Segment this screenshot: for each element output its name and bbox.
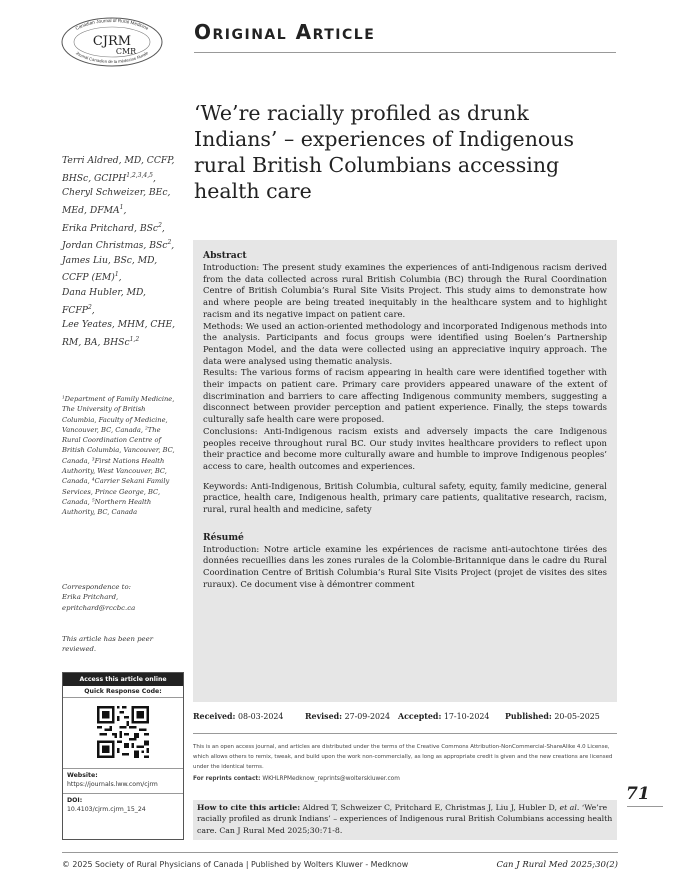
article-title: ‘We’re racially profiled as drunk Indians’ – experiences of Indigenous rural British Columbians accessing health care bbox=[194, 101, 574, 203]
qr-code-label: Quick Response Code: bbox=[63, 686, 183, 698]
author-item: Lee Yeates, MHM, CHE, RM, BA, BHSc$^{1,2}$ bbox=[62, 319, 176, 348]
received-date: Received: 08-03-2024 bbox=[193, 712, 284, 721]
author-item: James Liu, BSc, MD, CCFP (EM)$^1$, bbox=[62, 254, 158, 284]
abstract-results: Results: The various forms of racism appearing in health care were identified together with their impacts on patient care. Primary care providers appeared unaware of the extent of discrimination and barriers to care affecting Indigenous community members, suggesting a disconnect between provider perception and patient experience. Finally, the steps towards culturally safe health care were proposed. bbox=[203, 367, 607, 425]
logo-mark: CJRM bbox=[92, 34, 132, 49]
correspondence-label: Correspondence to: bbox=[62, 583, 131, 591]
abstract-heading: Abstract bbox=[203, 250, 247, 261]
correspondence bbox=[62, 582, 180, 613]
footer-journal-ref: Can J Rural Med 2025;30(2) bbox=[496, 860, 618, 870]
correspondence-email[interactable]: epritchard@rccbc.ca bbox=[62, 603, 136, 612]
resume-introduction: Introduction: Notre article examine les expériences de racisme anti-autochtone tirées des données recueillies dans les zones rurales de la Colombie-Britannique dans le cadre du Rural Coordination Centre of British Columbia’s Rural Site Visits Project (projet de visites des sites ruraux). Ce document vise à démontrer comment bbox=[203, 543, 608, 589]
abstract-box bbox=[193, 240, 617, 702]
author-item: Terri Aldred, MD, CCFP, BHSc, GCIPH$^{1,2,3,4,5}$, bbox=[62, 155, 175, 184]
abstract-keywords: Keywords: Anti-Indigenous, British Columbia, cultural safety, equity, family medicine, general practice, health care, Indigenous health, primary care patients, qualitative research, racism, rural, rural health and medicine, safety bbox=[203, 480, 608, 515]
doi-label: DOI: bbox=[67, 797, 83, 804]
footer-divider bbox=[62, 852, 618, 853]
abstract-conclusions: Conclusions: Anti-Indigenous racism exists and adversely impacts the care Indigenous peoples receive throughout rural BC. Our study invites healthcare providers to reflect upon their practice and become more culturally aware and humble to improve Indigenous peoples’ access to care, health outcomes and experiences. bbox=[203, 425, 607, 471]
peer-review-note: This article has been peer reviewed. bbox=[62, 635, 153, 654]
author-list bbox=[62, 154, 180, 351]
website-link[interactable]: https://journals.lww.com/cjrm bbox=[67, 781, 158, 788]
access-box-header: Access this article online bbox=[63, 673, 183, 686]
author-item: Erika Pritchard, BSc$^2$, bbox=[62, 221, 165, 234]
qr-code-icon[interactable] bbox=[97, 706, 149, 758]
page-number: 71 bbox=[626, 784, 650, 804]
svg-text:Canadian Journal of Rural Medi bbox=[75, 18, 150, 31]
affiliations: ¹Department of Family Medicine, The University of British Columbia, Faculty of Medicine, Vancouver, BC, Canada, ²The Rural Coordination Centre of British Columbia, Vancouver, BC, Canada, ³First Nations Health Authority, West Vancouver, BC, Canada, ⁴Carrier Sekani Family Services, Prince George, BC, Canada, ⁵Northern Health Authority, BC, Canada bbox=[62, 395, 175, 517]
dates-divider bbox=[193, 733, 617, 734]
access-article-box bbox=[62, 672, 184, 840]
abstract-introduction: Introduction: The present study examines the experiences of anti-Indigenous racism derived from the data collected across rural British Columbia (BC) through the Rural Coordination Centre of British Columbia’s Rural Site Visits Project. This study aims to demonstrate how and where people are being treated inequitably in the healthcare system and to highlight racism and its negative impact on patient care. bbox=[203, 262, 607, 319]
abstract-methods: Methods: We used an action-oriented methodology and incorporated Indigenous methods into the analysis. Participants and focus groups were identified using Boelen’s Partnership Pentagon Model, and the data were collected using an appreciative inquiry approach. The data were analysed using thematic analysis. bbox=[203, 320, 607, 366]
logo-arc-bottom: Journal Canadien de la médecine Rurale bbox=[74, 50, 150, 65]
correspondence-name: Erika Pritchard, bbox=[62, 593, 119, 602]
section-divider bbox=[194, 52, 616, 53]
citation-box: How to cite this article: Aldred T, Schweizer C, Pritchard E, Christmas J, Liu J, Hubler D, et al. ‘We’re racially profiled as drunk Indians’ – experiences of Indigenous rural British Columbians accessing health care. Can J Rural Med 2025;30:71-8. bbox=[193, 800, 617, 840]
page-number-divider bbox=[627, 806, 663, 807]
author-item: Dana Hubler, MD, FCFP$^2$, bbox=[62, 287, 146, 316]
accepted-date: Accepted: 17-10-2024 bbox=[398, 712, 490, 721]
reprints-contact: For reprints contact: WKHLRPMedknow_reprints@wolterskluwer.com bbox=[193, 776, 400, 782]
logo-arc-top: Canadian Journal of Rural Medicine bbox=[74, 17, 150, 32]
reprints-email[interactable]: WKHLRPMedknow_reprints@wolterskluwer.com bbox=[262, 776, 400, 782]
website-label: Website: bbox=[67, 772, 98, 779]
logo-mark-sub: CMR bbox=[115, 47, 137, 56]
journal-logo bbox=[60, 16, 164, 68]
doi-link[interactable]: 10.4103/cjrm.cjrm_15_24 bbox=[67, 806, 146, 813]
author-item: Jordan Christmas, BSc$^2$, bbox=[62, 239, 175, 252]
resume-heading: Résumé bbox=[203, 531, 244, 543]
footer-copyright: © 2025 Society of Rural Physicians of Canada | Published by Wolters Kluwer - Medknow bbox=[62, 860, 409, 869]
revised-date: Revised: 27-09-2024 bbox=[305, 712, 391, 721]
license-text: This is an open access journal, and articles are distributed under the terms of the Creative Commons Attribution-NonCommercial-ShareAlike 4.0 License, which allows others to remix, tweak, and build upon the work non-commercially, as long as appropriate credit is given and the new creations are licensed under the identical terms. bbox=[193, 744, 613, 770]
author-item: Cheryl Schweizer, BEc, MEd, DFMA$^1$, bbox=[62, 187, 171, 216]
section-label: Original Article bbox=[194, 20, 376, 44]
published-date: Published: 20-05-2025 bbox=[505, 712, 600, 721]
